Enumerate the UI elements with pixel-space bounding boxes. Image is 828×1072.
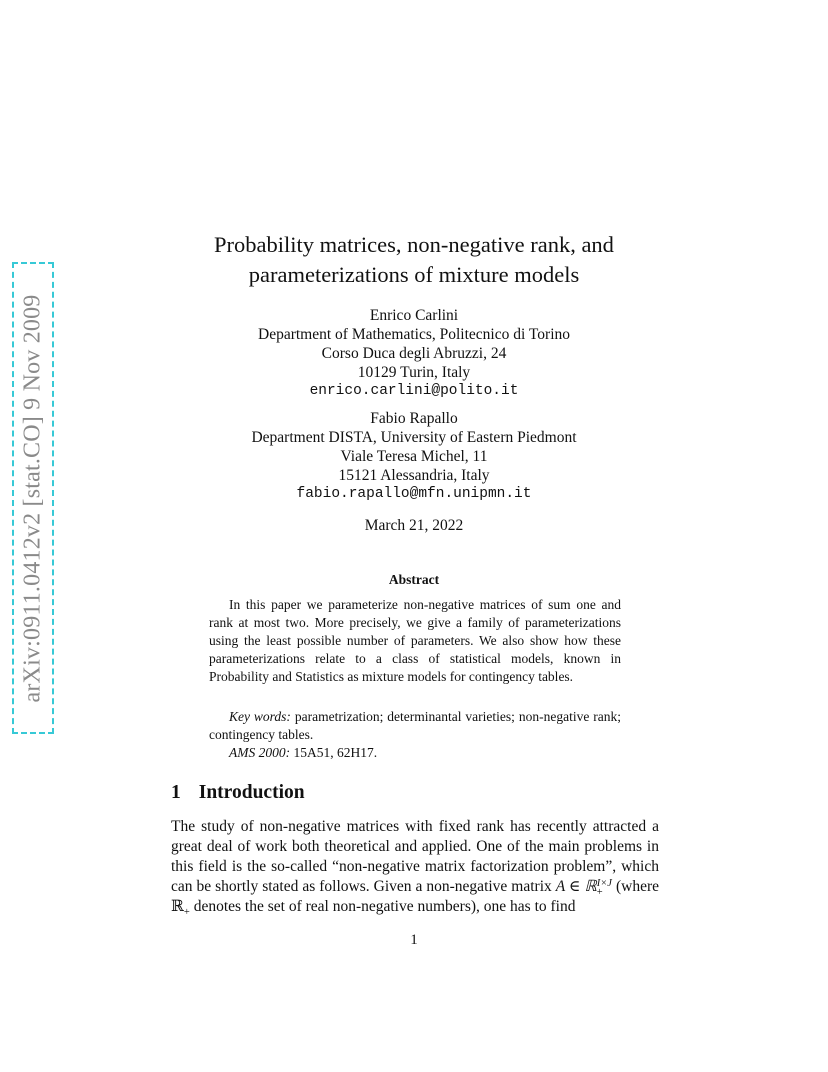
keywords-label: Key words: (229, 709, 291, 724)
keywords-block (209, 708, 621, 762)
keywords-line (209, 708, 621, 744)
intro-text-1: The study of non-negative matrices with fixed rank has recently attracted a great deal of work both theoretical and applied. One of the main problems in this field is the so-called “non-negative matrix factorization problem”, which can be shortly stated as follows. Given a non-negative matrix (171, 818, 659, 895)
author-block-1 (0, 306, 828, 401)
section-heading (171, 782, 305, 804)
paper-title (0, 230, 828, 290)
author-block-2 (0, 409, 828, 504)
abstract-heading: Abstract (388, 572, 440, 587)
intro-text-2: (where ℝ (171, 878, 659, 915)
author-name: Enrico Carlini (369, 307, 459, 324)
intro-math-a: A ∈ ℝ (555, 878, 597, 895)
intro-math-superscript: I×J (596, 878, 612, 889)
title-line-1: Probability matrices, non-negative rank, and (214, 232, 614, 257)
section-number: 1 (171, 782, 181, 803)
abstract-text: In this paper we parameterize non-negative matrices of sum one and rank at most two. More precisely, we give a family of parameterizations using the least possible number of parameters. We also show how these parameterizations relate to a class of statistical models, known in Probability and Statistics as mixture models for contingency tables. (209, 597, 621, 684)
keywords-text: parametrization; determinantal varieties; non-negative rank; contingency tables. (209, 709, 621, 742)
intro-text-3: denotes the set of real non-negative numbers), one has to find (189, 898, 576, 915)
paper-date: March 21, 2022 (364, 517, 464, 534)
arxiv-identifier: arXiv:0911.0412v2 [stat.CO] 9 Nov 2009 (19, 293, 46, 703)
author-email: fabio.rapallo@mfn.unipmn.it (296, 486, 532, 502)
ams-line (209, 744, 621, 762)
page-number: 1 (410, 932, 418, 948)
intro-math-subscript: + (596, 887, 603, 898)
ams-text: 15A51, 62H17. (293, 745, 378, 760)
section-title: Introduction (198, 782, 305, 803)
ams-label: AMS 2000: (229, 745, 291, 760)
author-name: Fabio Rapallo (370, 410, 458, 427)
author-city: 10129 Turin, Italy (357, 364, 471, 381)
title-line-2: parameterizations of mixture models (248, 262, 580, 287)
intro-text-2-subscript: + (183, 907, 190, 919)
intro-math-scripts (597, 879, 612, 897)
author-street: Corso Duca degli Abruzzi, 24 (321, 345, 507, 362)
intro-paragraph (171, 817, 659, 923)
author-street: Viale Teresa Michel, 11 (340, 448, 488, 465)
author-city: 15121 Alessandria, Italy (338, 467, 490, 484)
author-email: enrico.carlini@polito.it (309, 383, 519, 399)
author-affiliation: Department of Mathematics, Politecnico di Torino (258, 326, 570, 343)
author-affiliation: Department DISTA, University of Eastern Piedmont (251, 429, 577, 446)
